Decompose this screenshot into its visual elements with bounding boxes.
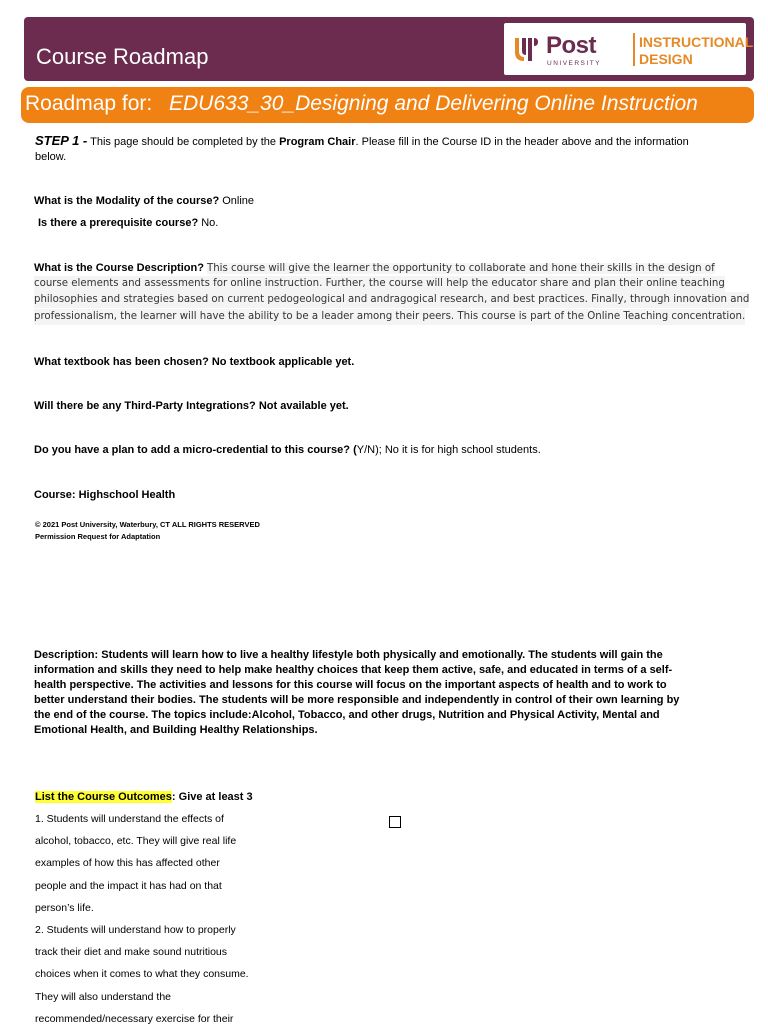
outcome-line: 2. Students will understand how to properly: [35, 924, 236, 936]
outcomes-suffix: : Give at least 3: [171, 791, 253, 803]
prerequisite-question: Is there a prerequisite course?: [38, 217, 199, 229]
description-line: the end of the course. The topics include:Alcohol, Tobacco, and other drugs, Nutrition and Physical Activity, Mental and: [34, 709, 660, 721]
course-description-line[interactable]: This course will give the learner the opportunity to collaborate and hone their skills in the design of: [206, 263, 715, 274]
outcome-line: people and the impact it has had on that: [35, 880, 222, 892]
outcome-line: person’s life.: [35, 902, 94, 914]
course-name: Course: Highschool Health: [34, 489, 176, 501]
step1-paragraph: [35, 133, 689, 150]
outcome-line: They will also understand the: [35, 991, 171, 1003]
roadmap-course-bar: [21, 87, 754, 123]
description-line: Description: Students will learn how to live a healthy lifestyle both physically and emotionally. The students will gain the: [34, 649, 663, 661]
step1-text-end: below.: [35, 151, 67, 163]
outcomes-heading: List the Course Outcomes: [35, 791, 172, 803]
step1-text: This page should be completed by the: [90, 136, 280, 148]
description-line: information and skills they need to help make healthy choices that keep them active, safe, and educated in terms of a self-: [34, 664, 673, 676]
logo-dept-line1: INSTRUCTIONAL: [639, 34, 754, 50]
page-title: Course Roadmap: [36, 44, 209, 69]
roadmap-label: Roadmap for:: [25, 92, 153, 115]
program-chair: Program Chair: [279, 136, 356, 148]
logo-university: UNIVERSITY: [547, 60, 602, 67]
step1-label: STEP 1 -: [35, 133, 88, 148]
permission-line: Permission Request for Adaptation: [35, 532, 161, 541]
course-description-question: What is the Course Description?: [34, 262, 204, 274]
copyright-line: © 2021 Post University, Waterbury, CT ALL RIGHTS RESERVED: [35, 520, 260, 529]
logo-dept-line2: DESIGN: [639, 51, 693, 67]
header-banner: [24, 17, 754, 81]
course-description-line[interactable]: professionalism, the learner will have the ability to be a leader among their peers. This course is part of the Online Teaching concentration.: [34, 309, 745, 325]
modality-answer[interactable]: Online: [222, 195, 255, 207]
outcome-line: choices when it comes to what they consume.: [35, 968, 249, 980]
course-description-line[interactable]: philosophies and strategies based on current pedogeological and andragogical research, and best practices. Finally, through innovation and: [34, 292, 749, 308]
description-line: health perspective. The activities and lessons for this course will focus on the important aspects of health and to work to: [34, 679, 667, 691]
third-party-question: Will there be any Third-Party Integrations? Not available yet.: [34, 400, 349, 412]
post-logo-icon: [512, 34, 542, 64]
step1-text-cont: . Please fill in the Course ID in the header above and the information: [355, 136, 689, 148]
modality-question: What is the Modality of the course?: [34, 195, 220, 207]
logo-divider: [633, 33, 635, 66]
prerequisite-answer[interactable]: No.: [201, 217, 219, 229]
outcome-line: alcohol, tobacco, etc. They will give real life: [35, 835, 237, 847]
textbook-question: What textbook has been chosen? No textbook applicable yet.: [34, 356, 355, 368]
outcome-line: 1. Students will understand the effects of: [35, 813, 224, 825]
post-university-logo: [504, 23, 754, 75]
outcome-line: track their diet and make sound nutritious: [35, 946, 228, 958]
outcome-line: recommended/necessary exercise for their: [35, 1013, 234, 1024]
outcomes-heading-row: [35, 789, 253, 805]
description-line: better understand their bodies. The students will be more responsible and independently in control of their own learning by: [34, 694, 680, 706]
outcome-checkbox[interactable]: [389, 816, 401, 828]
course-description-row: [34, 260, 715, 277]
micro-credential-row: [34, 442, 541, 458]
micro-credential-question: Do you have a plan to add a micro-credential to this course? (: [34, 444, 357, 456]
course-id-field[interactable]: EDU633_30_Designing and Delivering Online Instruction: [169, 92, 698, 115]
prerequisite-row: [38, 215, 218, 231]
logo-brand: Post: [546, 32, 597, 59]
modality-row: [34, 193, 254, 209]
description-line: Emotional Health, and Building Healthy Relationships.: [34, 724, 318, 736]
micro-credential-answer[interactable]: Y/N); No it is for high school students.: [356, 444, 541, 456]
outcome-line: examples of how this has affected other: [35, 857, 220, 869]
course-description-line[interactable]: course elements and assessments for online instruction. Further, the course will help the educator share and plan their online teaching: [34, 276, 725, 292]
